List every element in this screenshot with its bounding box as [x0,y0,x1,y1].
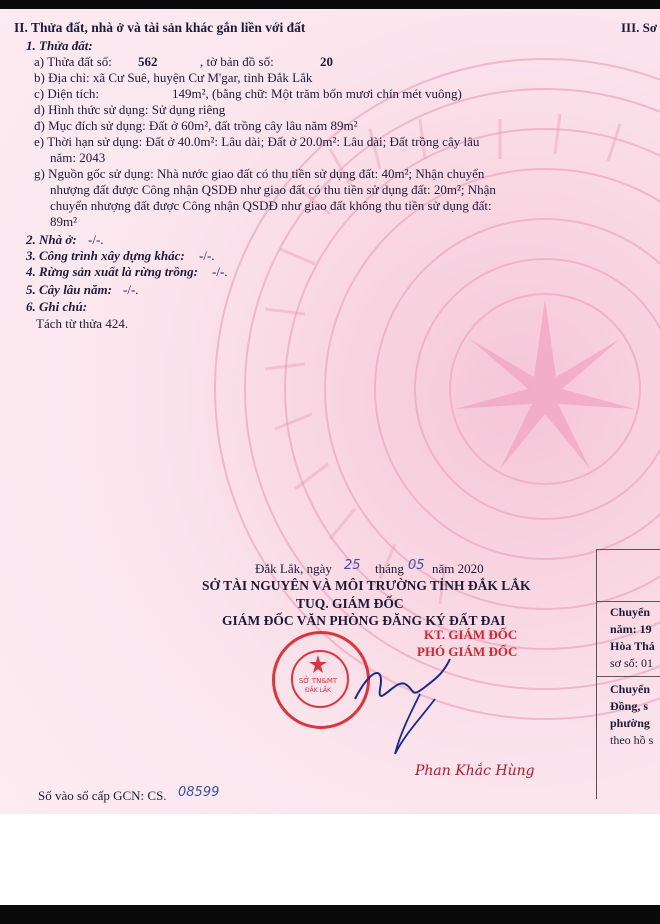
right-section-title: III. Sơ [621,20,658,35]
usage-purpose: đ) Mục đích sử dụng: Đất ở 60m², đất trồng cây lâu năm 89m² [34,118,358,133]
date-month-label: tháng [375,561,404,576]
notes-heading: 6. Ghi chú: [26,299,88,314]
area-label: c) Diện tích: [34,86,99,101]
other-construction-heading: 3. Công trình xây dựng khác: [26,248,185,263]
right-fragment-7: phường [610,716,650,730]
scan-bottom-border [0,905,660,924]
register-label: Số vào sổ cấp GCN: CS. [38,788,167,803]
parcel-number-label: a) Thửa đất số: [34,54,112,69]
house-heading: 2. Nhà ở: [26,232,77,247]
right-fragment-8: theo hồ s [610,733,654,747]
register-number: 08599 [178,785,220,800]
svg-text:SỞ TN&MT: SỞ TN&MT [298,677,338,685]
map-sheet-label: , tờ bản đồ số: [200,54,274,69]
origin-line2: nhượng đất được Công nhận QSDĐ như giao đất có thu tiền sử dụng đất: 20m²; Nhận [50,182,496,197]
certificate-page [0,9,660,814]
forest-heading: 4. Rừng sản xuất là rừng trồng: [26,264,198,279]
issuer-department: SỞ TÀI NGUYÊN VÀ MÔI TRƯỜNG TỈNH ĐẮK LẮK [202,578,531,593]
perennial-heading: 5. Cây lâu năm: [26,282,112,297]
perennial-value: -/-. [123,282,139,297]
date-year: năm 2020 [432,561,484,576]
forest-value: -/-. [212,264,228,279]
right-fragment-5: Chuyển [610,682,651,696]
right-fragment-3: Hòa Thá [610,639,655,653]
date-month: 05 [408,558,425,573]
parcel-number-value: 562 [138,54,158,69]
map-sheet-value: 20 [320,54,333,69]
origin-line3: chuyển nhượng đất được Công nhận QSDĐ như giao đất không thu tiền sử dụng đất: [50,198,492,213]
origin-line4: 89m² [50,214,78,229]
origin-line1: g) Nguồn gốc sử dụng: Nhà nước giao đất có thu tiền sử dụng đất: 40m²; Nhận chuyển [34,166,485,181]
area-value: 149m², (bằng chữ: Một trăm bốn mươi chín mét vuông) [172,86,462,101]
land-heading: 1. Thửa đất: [26,38,93,53]
deputy-director: PHÓ GIÁM ĐỐC [417,644,518,659]
kt-director: KT. GIÁM ĐỐC [424,627,518,642]
date-day: 25 [344,558,361,573]
date-prefix: Đắk Lắk, ngày [255,561,332,576]
handwritten-signature [325,639,475,759]
other-construction-value: -/-. [199,248,215,263]
issuer-authorization: TUQ. GIÁM ĐỐC [296,596,404,611]
scan-top-border [0,0,660,9]
house-value: -/-. [88,232,104,247]
svg-text:ĐẮK LẮK: ĐẮK LẮK [305,687,331,694]
usage-term-line1: e) Thời hạn sử dụng: Đất ở 40.0m²: Lâu dài; Đất ở 20.0m²: Lâu dài; Đất trồng cây lâu [34,134,480,149]
usage-term-line2: năm: 2043 [50,150,106,165]
signer-name: Phan Khắc Hùng [415,763,535,779]
address-line: b) Địa chỉ: xã Cư Suê, huyện Cư M'gar, tỉnh Đắk Lắk [34,70,313,85]
usage-form: d) Hình thức sử dụng: Sử dụng riêng [34,102,226,117]
right-column-fragment [596,549,660,799]
issuer-office: GIÁM ĐỐC VĂN PHÒNG ĐĂNG KÝ ĐẤT ĐAI [222,613,506,628]
right-fragment-2: năm: 19 [610,622,652,636]
right-fragment-1: Chuyển [610,605,651,619]
right-fragment-6: Đồng, s [610,699,649,713]
section-title: II. Thửa đất, nhà ở và tài sản khác gắn liền với đất [14,20,306,35]
notes-value: Tách từ thửa 424. [36,316,129,331]
right-fragment-4: sơ số: 01 [610,656,654,670]
